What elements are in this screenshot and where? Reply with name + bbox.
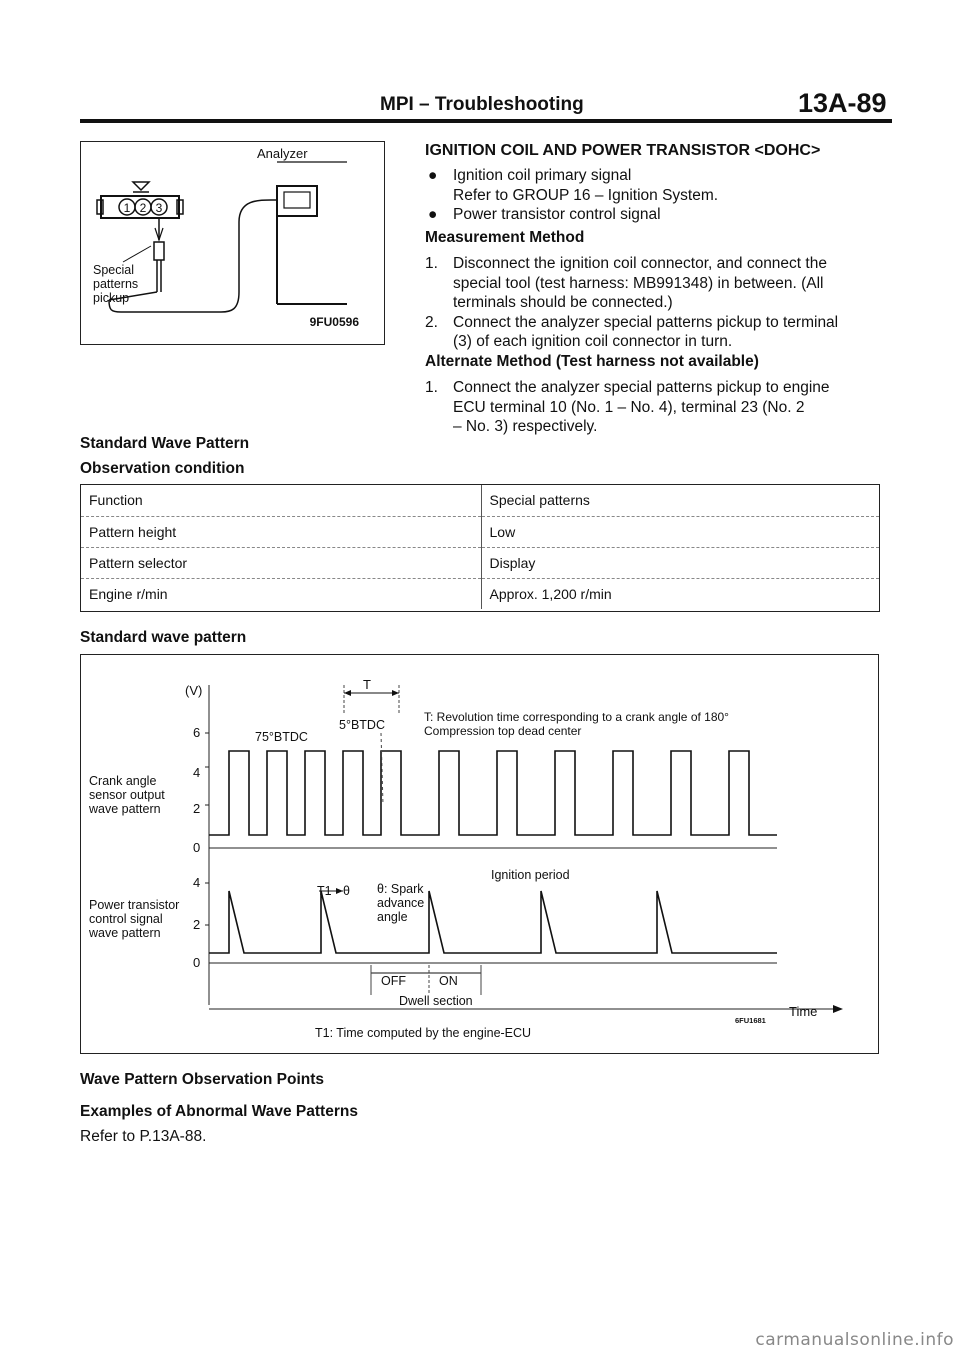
tick-2-lower: 2 [193,917,201,932]
connector-pin-3: 3 [155,201,163,215]
table-cell-item: Function [81,485,481,516]
tick-6: 6 [193,725,201,740]
dwell-label: Dwell section [399,994,473,1008]
observation-heading: Observation condition [80,460,245,477]
step-line: Connect the analyzer special patterns pickup to engine [453,379,830,396]
figure-code: 9FU0596 [309,315,359,329]
spark-line-1: θ: Spark [377,882,424,896]
wave-figure-code: 6FU1681 [735,1016,766,1025]
step-line: ECU terminal 10 (No. 1 – No. 4), terminal 23 (No. 2 [453,398,805,416]
theta-label: θ [343,884,350,898]
bullet-line: Ignition coil primary signal [453,167,632,184]
bullet-item [425,205,885,225]
t-note-line-1: T: Revolution time corresponding to a crank angle of 180° [424,710,729,724]
measurement-heading: Measurement Method [425,229,585,246]
power-label-line-3: wave pattern [89,926,161,940]
off-label: OFF [381,974,406,988]
bullet-line: Refer to GROUP 16 – Ignition System. [453,186,719,204]
table-cell-value: Display [481,547,879,578]
standard-wave-heading: Standard Wave Pattern [80,435,250,452]
crank-label-line-2: sensor output [89,788,165,802]
tick-0-lower: 0 [193,955,201,970]
step-number: 1. [425,379,438,396]
connector-pin-1: 1 [123,201,131,215]
abnormal-patterns-heading: Examples of Abnormal Wave Patterns [80,1103,358,1120]
step-line: terminals should be connected.) [453,294,673,311]
connector-pin-2: 2 [139,201,147,215]
step-line: – No. 3) respectively. [453,418,598,435]
section-title: MPI – Troubleshooting [380,94,584,115]
pickup-label-line-1: Special [93,263,134,277]
tick-0: 0 [193,840,201,855]
measurement-step [425,254,887,313]
step-number: 2. [425,313,438,331]
page-number: 13A-89 [798,88,887,118]
t-note-line-2: Compression top dead center [424,724,582,738]
on-label: ON [439,974,458,988]
step-line: Connect the analyzer special patterns pickup to terminal [453,313,839,331]
unit-label: (V) [185,683,203,698]
observation-points-heading: Wave Pattern Observation Points [80,1071,325,1088]
measurement-step [425,313,887,352]
tick-2: 2 [193,801,201,816]
t-label: T [363,677,371,692]
wave-pattern-figure [80,654,879,1054]
crank-angle-wave [209,751,777,835]
bullet-dot-icon: ● [428,167,438,184]
tick-4-lower: 4 [193,875,201,890]
step-line: (3) of each ignition coil connector in turn. [453,333,733,350]
alternate-steps [425,378,887,437]
crank-label-line-1: Crank angle [89,774,157,788]
wave-pattern-diagram [81,655,877,1052]
analyzer-label: Analyzer [257,146,308,161]
footer-watermark: carmanualsonline.info [755,1330,954,1350]
power-transistor-wave [209,891,777,953]
table-cell-item: Pattern height [81,516,481,547]
spark-line-2: advance [377,896,425,910]
power-label-line-1: Power transistor [89,898,180,912]
bullet-dot-icon: ● [428,206,438,223]
bullet-line: Power transistor control signal [453,206,661,223]
spark-line-3: angle [377,910,408,924]
btdc75-label: 75°BTDC [255,730,308,744]
bullet-list [425,166,885,225]
table-cell-value: Approx. 1,200 r/min [489,585,612,602]
tick-4: 4 [193,765,201,780]
ignition-coil-heading: IGNITION COIL AND POWER TRANSISTOR <DOHC> [425,142,821,159]
ignition-period-label: Ignition period [491,868,570,882]
table-cell-value: Low [481,516,879,547]
standard-wave-pattern-heading: Standard wave pattern [80,629,247,646]
t1-label: T1 [317,884,332,898]
pickup-label-line-3: pickup [93,291,130,305]
analyzer-connection-figure [80,141,385,345]
crank-label-line-3: wave pattern [89,802,161,816]
table-cell-value: Special patterns [481,485,879,516]
btdc5-label: 5°BTDC [339,718,385,732]
power-label-line-2: control signal [89,912,163,926]
measurement-steps [425,254,887,352]
alternate-heading: Alternate Method (Test harness not available) [425,353,759,370]
alternate-step [425,378,887,437]
analyzer-connection-diagram [81,142,383,343]
table-row [81,516,879,547]
bullet-item [425,166,885,205]
time-label: Time [789,1004,818,1019]
step-number: 1. [425,255,438,272]
table-cell-item: Pattern selector [81,547,481,578]
step-line: Disconnect the ignition coil connector, and connect the [453,255,827,272]
table-row [81,578,879,609]
pickup-label-line-2: patterns [93,277,139,291]
table-row [81,547,879,578]
step-line: special tool (test harness: MB991348) in between. (All [453,274,824,292]
table-row [81,485,879,516]
observation-table [80,484,880,612]
abnormal-reference: Refer to P.13A-88. [80,1128,207,1145]
table-cell-item: Engine r/min [81,578,481,609]
header-rule [80,119,892,123]
t1-note: T1: Time computed by the engine-ECU [315,1026,532,1040]
